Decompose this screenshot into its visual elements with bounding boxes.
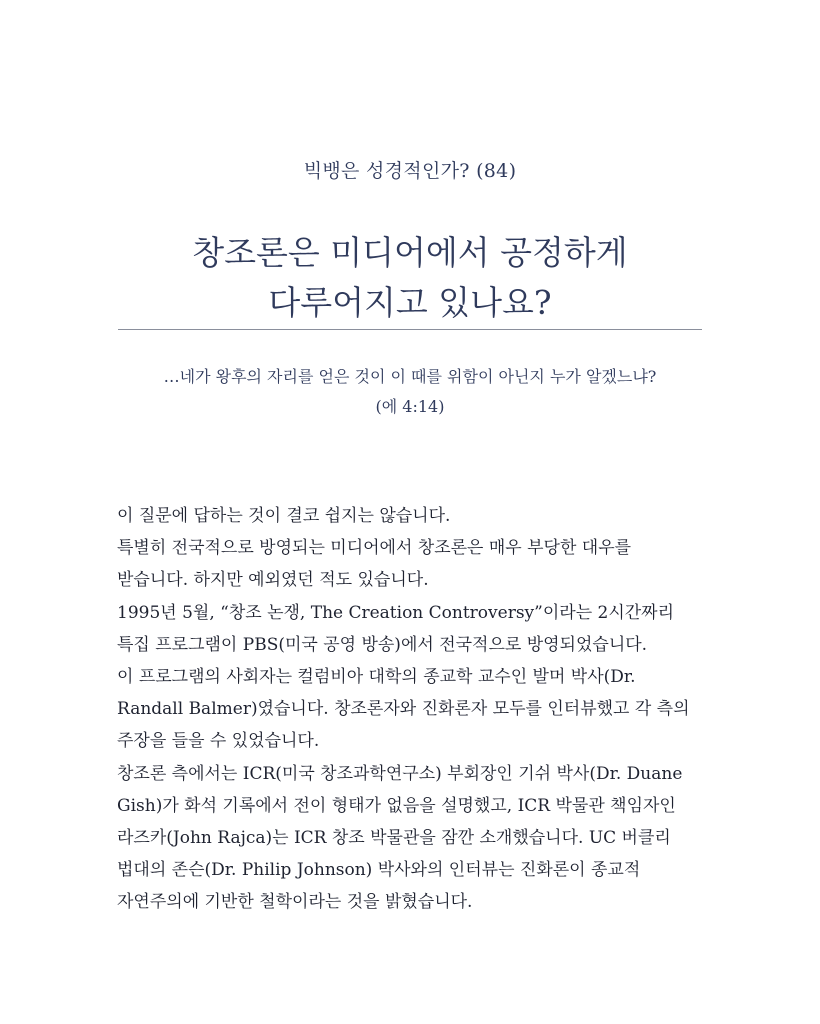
body-line: 특집 프로그램이 PBS(미국 공영 방송)에서 전국적으로 방영되었습니다. [117, 634, 648, 655]
body-line: 받습니다. 하지만 예외였던 적도 있습니다. [117, 570, 429, 591]
title-line-1: 창조론은 미디어에서 공정하게 [192, 233, 628, 272]
epigraph-reference: (에 4:14) [375, 397, 445, 416]
page-title [0, 228, 820, 328]
body-line: Randall Balmer)였습니다. 창조론자와 진화론자 모두를 인터뷰했고 각 측의 [117, 699, 690, 720]
body-line: 특별히 전국적으로 방영되는 미디어에서 창조론은 매우 부당한 대우를 [117, 538, 632, 559]
epigraph-quote: …네가 왕후의 자리를 얻은 것이 이 때를 위함이 아닌지 누가 알겠느냐? [163, 367, 657, 386]
body-line: 창조론 측에서는 ICR(미국 창조과학연구소) 부회장인 기쉬 박사(Dr. Duane [117, 763, 683, 784]
body-text [117, 500, 717, 919]
body-line: Gish)가 화석 기록에서 전이 형태가 없음을 설명했고, ICR 박물관 책임자인 [117, 795, 676, 816]
body-line: 주장을 들을 수 있었습니다. [117, 731, 320, 752]
title-divider [118, 329, 702, 330]
body-line: 1995년 5월, “창조 논쟁, The Creation Controversy”이라는 2시간짜리 [117, 602, 675, 623]
body-line: 법대의 존슨(Dr. Philip Johnson) 박사와의 인터뷰는 진화론이 종교적 [117, 860, 641, 881]
title-line-2: 다루어지고 있나요? [268, 283, 552, 322]
body-line: 이 프로그램의 사회자는 컬럼비아 대학의 종교학 교수인 발머 박사(Dr. [117, 667, 636, 688]
series-title: 빅뱅은 성경적인가? (84) [303, 160, 517, 182]
body-line: 라즈카(John Rajca)는 ICR 창조 박물관을 잠깐 소개했습니다. UC 버클리 [117, 828, 671, 849]
body-line: 자연주의에 기반한 철학이라는 것을 밝혔습니다. [117, 892, 473, 913]
epigraph [0, 362, 820, 422]
body-line: 이 질문에 답하는 것이 결코 쉽지는 않습니다. [117, 506, 451, 526]
